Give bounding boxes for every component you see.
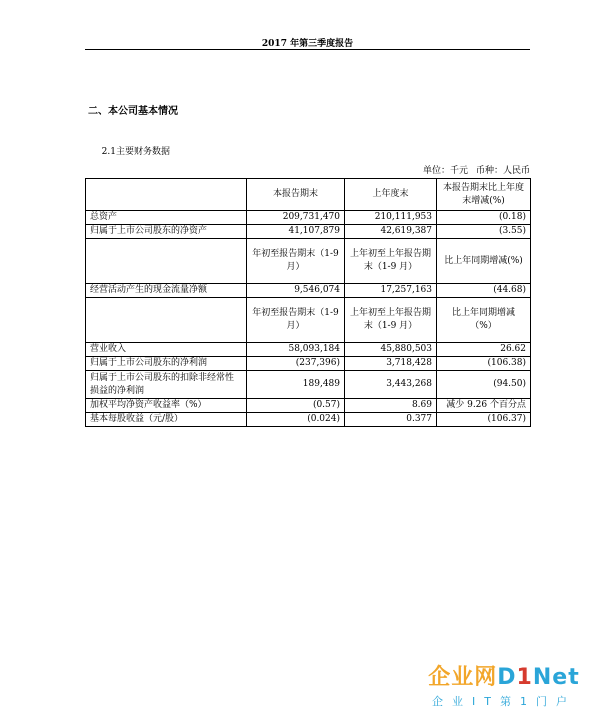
header-cell: 比上年同期增减（%） bbox=[437, 298, 531, 343]
table-cell: (106.37) bbox=[437, 413, 531, 427]
watermark-brand-d: D bbox=[497, 665, 517, 690]
table-cell: 58,093,184 bbox=[247, 343, 345, 357]
row-label: 归属于上市公司股东的净利润 bbox=[86, 357, 247, 371]
table-cell: 42,619,387 bbox=[345, 225, 437, 239]
row-label: 加权平均净资产收益率（%） bbox=[86, 399, 247, 413]
table-row bbox=[86, 357, 531, 371]
page-header: 2017 年第三季度报告 bbox=[261, 39, 354, 49]
row-label: 营业收入 bbox=[86, 343, 247, 357]
header-cell: 本报告期末 bbox=[247, 179, 345, 211]
table-cell: 8.69 bbox=[345, 399, 437, 413]
header-cell bbox=[86, 239, 247, 284]
table-cell: 减少 9.26 个百分点 bbox=[437, 399, 531, 413]
table-row bbox=[86, 225, 531, 239]
row-label: 经营活动产生的现金流量净额 bbox=[86, 284, 247, 298]
header-cell bbox=[86, 298, 247, 343]
watermark-brand bbox=[424, 660, 584, 691]
row-label: 基本每股收益（元/股） bbox=[86, 413, 247, 427]
table-cell: (3.55) bbox=[437, 225, 531, 239]
subsection-title: 主要财务数据 bbox=[116, 147, 171, 157]
financial-data-table bbox=[85, 178, 531, 427]
table-cell: 3,443,268 bbox=[345, 371, 437, 399]
header-cell: 上年初至上年报告期末（1-9 月） bbox=[345, 298, 437, 343]
table-row bbox=[86, 399, 531, 413]
unit-label: 单位：千元 bbox=[422, 166, 468, 176]
table-row bbox=[86, 371, 531, 399]
watermark-brand-1: 1 bbox=[516, 665, 533, 690]
row-label: 总资产 bbox=[86, 211, 247, 225]
table-header-row bbox=[86, 179, 531, 211]
unit-line bbox=[85, 163, 530, 176]
table-cell: 209,731,470 bbox=[247, 211, 345, 225]
table-cell: (0.57) bbox=[247, 399, 345, 413]
table-cell: (0.18) bbox=[437, 211, 531, 225]
table-cell: (237,396) bbox=[247, 357, 345, 371]
watermark-logo bbox=[424, 660, 584, 709]
subsection-number: 2.1 bbox=[101, 147, 116, 157]
header-cell: 比上年同期增减(%) bbox=[437, 239, 531, 284]
table-cell: 41,107,879 bbox=[247, 225, 345, 239]
table-cell: (44.68) bbox=[437, 284, 531, 298]
header-cell: 上年度末 bbox=[345, 179, 437, 211]
currency-label: 币种：人民币 bbox=[475, 166, 530, 176]
header-cell: 年初至报告期末（1-9 月） bbox=[247, 239, 345, 284]
table-cell: 9,546,074 bbox=[247, 284, 345, 298]
row-label: 归属于上市公司股东的净资产 bbox=[86, 225, 247, 239]
table-cell: 26.62 bbox=[437, 343, 531, 357]
table-header-row bbox=[86, 239, 531, 284]
table-cell: (94.50) bbox=[437, 371, 531, 399]
header-cell bbox=[86, 179, 247, 211]
table-row bbox=[86, 211, 531, 225]
table-cell: 3,718,428 bbox=[345, 357, 437, 371]
table-cell: (106.38) bbox=[437, 357, 531, 371]
table-cell: 210,111,953 bbox=[345, 211, 437, 225]
table-cell: 17,257,163 bbox=[345, 284, 437, 298]
header-cell: 年初至报告期末（1-9 月） bbox=[247, 298, 345, 343]
subsection-heading bbox=[88, 144, 170, 157]
watermark-brand-cn: 企业网 bbox=[428, 665, 498, 690]
table-header-row bbox=[86, 298, 531, 343]
watermark-subtitle: 企业IT第1门户 bbox=[432, 695, 576, 708]
header-cell: 上年初至上年报告期末（1-9 月） bbox=[345, 239, 437, 284]
section-title: 二、本公司基本情况 bbox=[88, 106, 178, 117]
header-cell: 本报告期末比上年度末增减(%) bbox=[437, 179, 531, 211]
table-row bbox=[86, 413, 531, 427]
row-label: 归属于上市公司股东的扣除非经常性损益的净利润 bbox=[86, 371, 247, 399]
table-cell: 189,489 bbox=[247, 371, 345, 399]
header-divider bbox=[85, 49, 530, 50]
watermark-brand-net: Net bbox=[532, 665, 580, 690]
table-row bbox=[86, 343, 531, 357]
table-cell: 45,880,503 bbox=[345, 343, 437, 357]
table-cell: 0.377 bbox=[345, 413, 437, 427]
table-cell: (0.024) bbox=[247, 413, 345, 427]
table-row bbox=[86, 284, 531, 298]
